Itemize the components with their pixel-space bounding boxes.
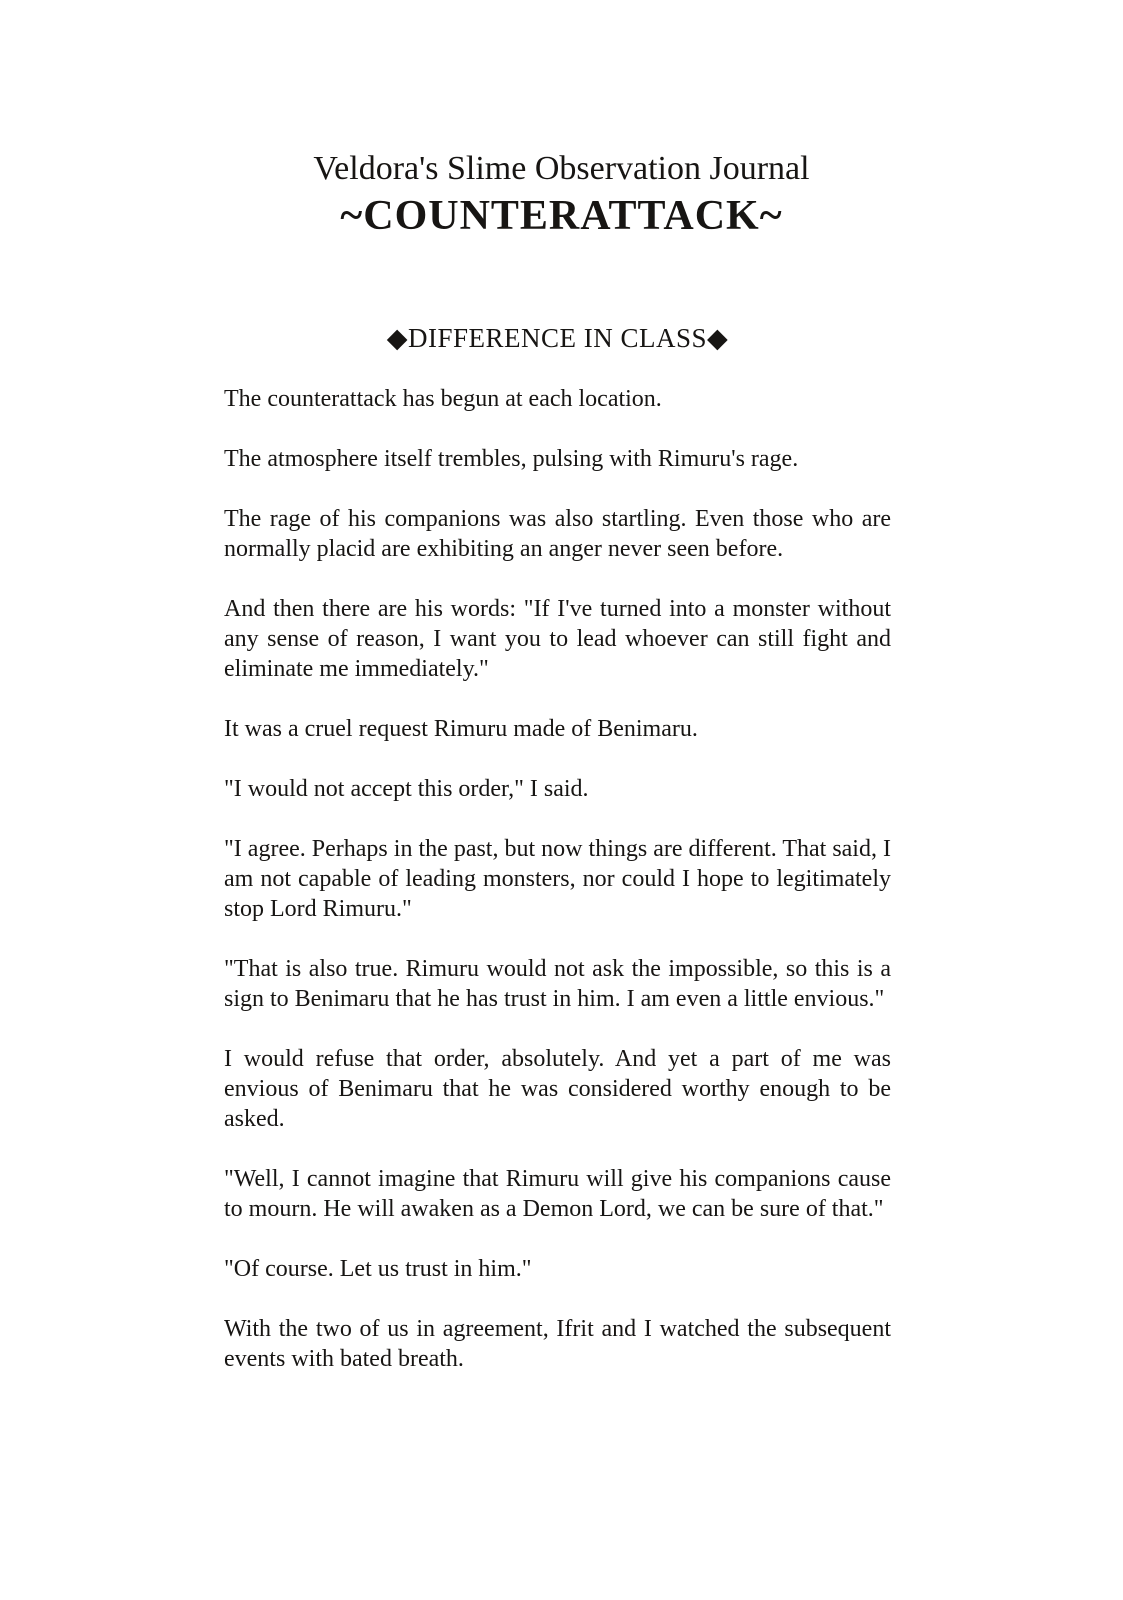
paragraph: "That is also true. Rimuru would not ask the impossible, so this is a sign to Benimaru that he has trust in him. I am even a little envious.": [224, 956, 891, 1012]
paragraph: "I would not accept this order," I said.: [224, 776, 589, 802]
paragraph: The rage of his companions was also startling. Even those who are normally placid are exhibiting an anger never seen before.: [224, 506, 891, 562]
chapter-title-block: [0, 146, 1123, 241]
paragraph: The counterattack has begun at each location.: [224, 386, 662, 412]
paragraph: I would refuse that order, absolutely. And yet a part of me was envious of Benimaru that he was considered worthy enough to be asked.: [224, 1046, 891, 1132]
paragraph: It was a cruel request Rimuru made of Benimaru.: [224, 716, 698, 742]
section-heading: ◆DIFFERENCE IN CLASS◆: [386, 323, 729, 353]
paragraph: And then there are his words: "If I've turned into a monster without any sense of reason, I want you to lead whoever can still fight and eliminate me immediately.": [224, 596, 891, 682]
paragraphs-container: [224, 384, 891, 1374]
paragraph: "Of course. Let us trust in him.": [224, 1256, 532, 1282]
chapter-title: Veldora's Slime Observation Journal: [313, 150, 810, 187]
chapter-subtitle: ~COUNTERATTACK~: [340, 193, 783, 239]
paragraph: "Well, I cannot imagine that Rimuru will give his companions cause to mourn. He will awaken as a Demon Lord, we can be sure of that.": [224, 1166, 891, 1222]
paragraph: The atmosphere itself trembles, pulsing with Rimuru's rage.: [224, 446, 799, 472]
paragraph: "I agree. Perhaps in the past, but now things are different. That said, I am not capable of leading monsters, nor could I hope to legitimately stop Lord Rimuru.": [224, 836, 891, 922]
text-column: [224, 320, 891, 1404]
paragraph: With the two of us in agreement, Ifrit and I watched the subsequent events with bated breath.: [224, 1316, 891, 1372]
